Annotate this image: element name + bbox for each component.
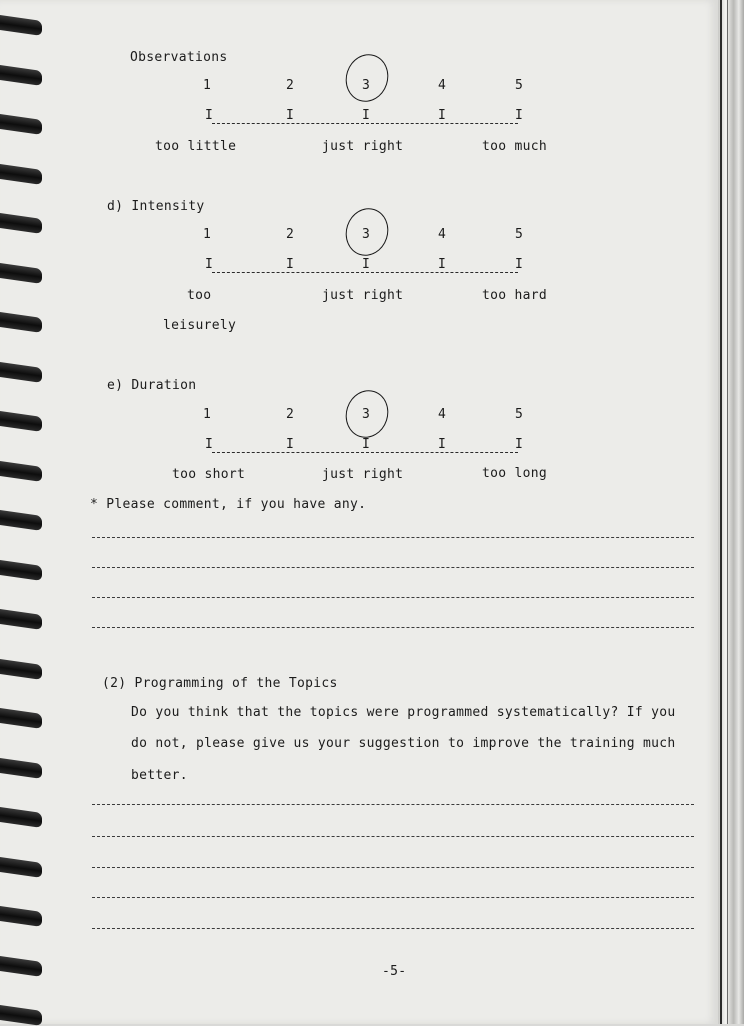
spiral-coil: [0, 263, 42, 284]
scale-number: 5: [515, 227, 523, 242]
answer-line[interactable]: [92, 804, 694, 805]
programming-heading: (2) Programming of the Topics: [102, 676, 338, 691]
answer-line[interactable]: [92, 897, 694, 898]
spiral-coil: [0, 15, 42, 36]
scale-label-low-extra: leisurely: [163, 318, 237, 333]
rating-scale-line: [212, 123, 518, 124]
scale-mark[interactable]: I: [362, 437, 370, 452]
scale-number: 3: [362, 78, 370, 93]
page-number: -5-: [382, 964, 407, 979]
scale-mark[interactable]: I: [286, 108, 294, 123]
spiral-coil: [0, 510, 42, 531]
page-edge-line: [720, 0, 722, 1024]
selected-answer-circle: [340, 49, 395, 108]
comment-line[interactable]: [92, 537, 694, 538]
spiral-coil: [0, 411, 42, 432]
scale-mark[interactable]: I: [438, 437, 446, 452]
spiral-binding: [0, 0, 44, 1024]
scale-label-low: too little: [155, 139, 237, 154]
spiral-coil: [0, 956, 42, 977]
spiral-coil: [0, 114, 42, 135]
scale-mark[interactable]: I: [362, 108, 370, 123]
answer-line[interactable]: [92, 867, 694, 868]
scale-number: 3: [362, 227, 370, 242]
selected-answer-circle: [340, 203, 395, 262]
spiral-coil: [0, 362, 42, 383]
scale-number: 1: [203, 227, 211, 242]
scale-label-mid: just right: [322, 467, 404, 482]
page-stack-edge: [718, 0, 744, 1024]
spiral-coil: [0, 708, 42, 729]
scale-mark[interactable]: I: [515, 437, 523, 452]
scale-number: 4: [438, 78, 446, 93]
scale-label-low: too short: [172, 467, 246, 482]
page-edge-line: [727, 0, 728, 1024]
scale-number: 1: [203, 78, 211, 93]
scale-number: 1: [203, 407, 211, 422]
scale-label-mid: just right: [322, 139, 404, 154]
answer-line[interactable]: [92, 928, 694, 929]
comment-line[interactable]: [92, 627, 694, 628]
spiral-coil: [0, 312, 42, 333]
comment-line[interactable]: [92, 567, 694, 568]
scale-label-mid: just right: [322, 288, 404, 303]
rating-scale-line: [212, 452, 518, 453]
scale-number: 5: [515, 78, 523, 93]
spiral-coil: [0, 560, 42, 581]
scale-mark[interactable]: I: [205, 108, 213, 123]
bleed-through-text: [108, 72, 115, 86]
scale-number: 4: [438, 407, 446, 422]
scale-number: 3: [362, 407, 370, 422]
answer-line[interactable]: [92, 836, 694, 837]
spiral-coil: [0, 65, 42, 86]
section-title-observations: Observations: [130, 50, 228, 65]
spiral-coil: [0, 213, 42, 234]
section-title-intensity: d) Intensity: [107, 199, 205, 214]
spiral-coil: [0, 807, 42, 828]
scale-mark[interactable]: I: [515, 108, 523, 123]
comment-line[interactable]: [92, 597, 694, 598]
spiral-coil: [0, 1005, 42, 1026]
scale-mark[interactable]: I: [205, 437, 213, 452]
scale-mark[interactable]: I: [286, 257, 294, 272]
scale-number: 5: [515, 407, 523, 422]
spiral-coil: [0, 857, 42, 878]
spiral-coil: [0, 758, 42, 779]
scale-label-high: too long: [482, 466, 548, 481]
spiral-coil: [0, 461, 42, 482]
section-title-duration: e) Duration: [107, 378, 197, 393]
scale-number: 2: [286, 78, 294, 93]
programming-text-line: better.: [131, 768, 188, 783]
selected-answer-circle: [340, 385, 395, 444]
scale-number: 2: [286, 407, 294, 422]
scale-number: 4: [438, 227, 446, 242]
scale-mark[interactable]: I: [205, 257, 213, 272]
scale-label-low: too: [187, 288, 212, 303]
scale-mark[interactable]: I: [515, 257, 523, 272]
spiral-coil: [0, 609, 42, 630]
rating-scale-line: [212, 272, 518, 273]
scale-mark[interactable]: I: [438, 257, 446, 272]
scale-label-high: too much: [482, 139, 548, 154]
spiral-coil: [0, 659, 42, 680]
scale-mark[interactable]: I: [362, 257, 370, 272]
programming-text-line: Do you think that the topics were programmed systematically? If you: [131, 705, 676, 720]
spiral-coil: [0, 164, 42, 185]
scale-mark[interactable]: I: [286, 437, 294, 452]
scale-number: 2: [286, 227, 294, 242]
scale-mark[interactable]: I: [438, 108, 446, 123]
programming-text-line: do not, please give us your suggestion to improve the training much: [131, 736, 676, 751]
scale-label-high: too hard: [482, 288, 548, 303]
comment-prompt: * Please comment, if you have any.: [90, 497, 367, 512]
spiral-coil: [0, 906, 42, 927]
